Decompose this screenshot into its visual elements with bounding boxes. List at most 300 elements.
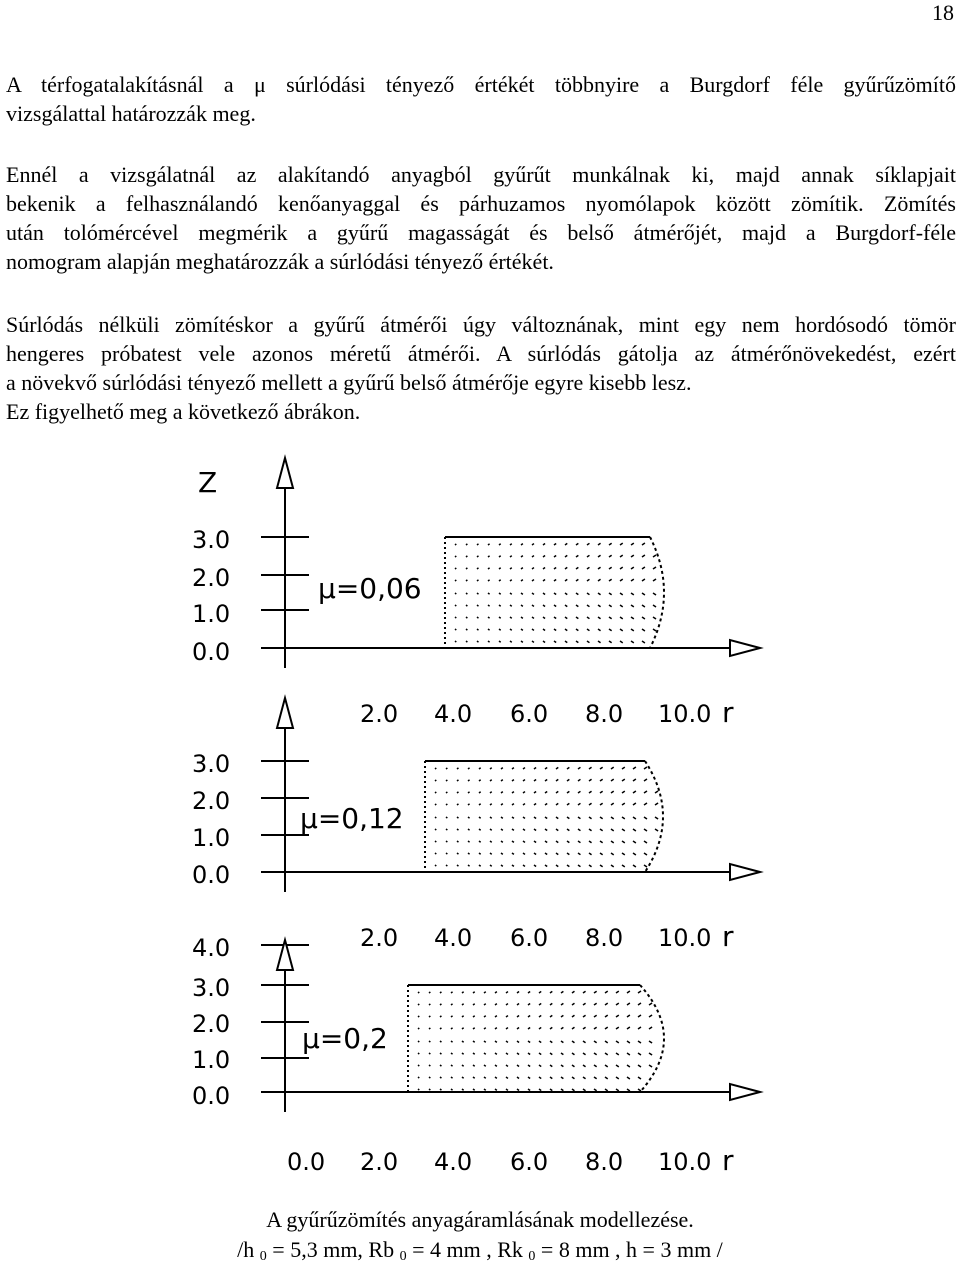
flow-mark xyxy=(429,1089,430,1090)
flow-mark xyxy=(435,865,436,866)
flow-mark xyxy=(653,617,656,619)
flow-mark xyxy=(440,1077,441,1078)
flow-mark xyxy=(631,579,634,581)
flow-mark xyxy=(479,853,481,854)
x-tick-label: 10.0 xyxy=(658,924,712,952)
flow-mark xyxy=(523,804,525,805)
flow-mark xyxy=(655,817,658,819)
flow-mark xyxy=(490,792,492,793)
text-line: Ennél a vizsgálatnál az alakítandó anyagból gyűrűt munkálnak ki, majd annak síklapjait xyxy=(6,162,956,187)
flow-mark xyxy=(495,1028,497,1029)
flow-mark xyxy=(543,568,545,569)
flow-mark xyxy=(532,629,534,630)
flow-mark xyxy=(440,1041,441,1042)
z-axis-arrow xyxy=(277,698,293,728)
flow-mark xyxy=(490,768,492,769)
flow-mark xyxy=(609,579,612,581)
flow-mark xyxy=(587,555,589,557)
flow-mark xyxy=(523,780,525,781)
flow-mark xyxy=(567,791,569,793)
flow-mark xyxy=(418,1053,419,1054)
flow-mark xyxy=(600,817,603,819)
flow-mark xyxy=(545,779,547,781)
flow-mark xyxy=(455,629,456,630)
flow-mark xyxy=(510,641,512,642)
text-line: bekenik a felhasználandó kenőanyaggal és párhuzamos nyomólapok között zömítik. Zömítés xyxy=(6,191,956,216)
flow-mark xyxy=(554,629,556,631)
flow-mark xyxy=(523,768,525,769)
flow-mark xyxy=(576,629,578,631)
flow-mark xyxy=(561,1065,563,1067)
flow-mark xyxy=(510,593,512,594)
flow-mark xyxy=(638,1077,641,1079)
flow-mark xyxy=(598,567,601,569)
flow-mark xyxy=(506,1028,508,1029)
text-line: a növekvő súrlódási tényező mellett a gyűrű belső átmérője egyre kisebb lesz. xyxy=(6,370,692,395)
flow-mark xyxy=(653,605,656,607)
flow-mark xyxy=(446,817,447,818)
flow-mark xyxy=(488,629,490,630)
flow-mark xyxy=(477,617,478,618)
flow-mark xyxy=(490,804,492,805)
flow-mark xyxy=(550,991,552,993)
flow-mark xyxy=(633,865,636,867)
flow-mark xyxy=(622,829,625,831)
flow-mark xyxy=(495,1065,497,1066)
flow-mark xyxy=(462,992,464,993)
flow-mark xyxy=(523,853,525,854)
flow-mark xyxy=(473,1004,475,1005)
outer-bulge-boundary xyxy=(645,761,663,872)
flow-mark xyxy=(418,1065,419,1066)
y-tick-label: 3.0 xyxy=(192,750,231,778)
flow-mark xyxy=(565,617,567,619)
flow-mark xyxy=(534,792,536,793)
flow-mark xyxy=(528,1065,530,1067)
flow-mark xyxy=(510,605,512,606)
flow-mark xyxy=(473,1053,475,1054)
flow-mark xyxy=(418,1028,419,1029)
flow-mark xyxy=(479,768,481,769)
flow-mark xyxy=(565,641,567,643)
flow-mark xyxy=(609,617,612,619)
flow-mark xyxy=(534,817,536,818)
flow-mark xyxy=(528,1041,530,1043)
text-line: vizsgálattal határozzák meg. xyxy=(6,101,256,126)
flow-mark xyxy=(534,841,536,842)
flow-mark xyxy=(583,1065,586,1067)
flow-mark xyxy=(554,543,556,545)
flow-mark xyxy=(567,829,569,831)
flow-mark xyxy=(631,605,634,607)
flow-mark xyxy=(532,617,534,618)
flow-mark xyxy=(506,992,508,993)
flow-mark xyxy=(451,1077,453,1078)
text-line: után tolómércével megmérik a gyűrű magasságát és belső átmérőjét, majd a Burgdorf-féle xyxy=(6,220,956,245)
flow-mark xyxy=(468,865,470,866)
flow-mark xyxy=(528,1053,530,1055)
flow-mark xyxy=(455,641,456,642)
flow-mark xyxy=(473,1089,475,1090)
r-axis-label: r xyxy=(722,920,734,953)
flow-mark xyxy=(468,817,470,818)
flow-mark xyxy=(462,1077,464,1078)
flow-mark xyxy=(622,853,625,855)
flow-mark xyxy=(517,1028,519,1029)
flow-mark xyxy=(473,1077,475,1078)
flow-mark xyxy=(499,605,501,606)
flow-mark xyxy=(457,817,458,818)
flow-mark xyxy=(473,1016,475,1017)
flow-mark xyxy=(479,841,481,842)
flow-mark xyxy=(451,992,453,993)
flow-mark xyxy=(611,841,614,843)
flow-mark xyxy=(435,768,436,769)
flow-mark xyxy=(435,780,436,781)
flow-mark xyxy=(495,1016,497,1017)
flow-mark xyxy=(528,1015,530,1017)
x-tick-label: 8.0 xyxy=(585,924,624,952)
flow-mark xyxy=(528,1077,530,1079)
flow-mark xyxy=(429,1004,430,1005)
flow-mark xyxy=(532,605,534,606)
flow-mark xyxy=(532,580,534,581)
flow-mark xyxy=(484,992,486,993)
caption-rb-value: = 4 mm , Rk xyxy=(412,1237,523,1262)
flow-mark xyxy=(501,804,503,805)
flow-mark xyxy=(620,579,623,581)
y-tick-label: 3.0 xyxy=(192,974,231,1002)
flow-mark xyxy=(488,605,490,606)
flow-mark xyxy=(462,1016,464,1017)
flow-mark xyxy=(605,1077,608,1079)
flow-mark xyxy=(583,1089,586,1091)
flow-mark xyxy=(466,641,467,642)
flow-mark xyxy=(501,768,503,769)
flow-mark xyxy=(468,841,470,842)
flow-mark xyxy=(484,1028,486,1029)
flow-mark xyxy=(567,865,569,867)
flow-mark xyxy=(418,1077,419,1078)
flow-mark xyxy=(567,803,569,805)
flow-mark xyxy=(594,1089,597,1091)
flow-mark xyxy=(605,1053,608,1055)
flow-mark xyxy=(506,1016,508,1017)
flow-mark xyxy=(517,1053,519,1054)
flow-mark xyxy=(631,555,634,557)
caption-h0: /h xyxy=(237,1237,255,1262)
flow-mark xyxy=(455,544,456,545)
flow-mark xyxy=(429,1053,430,1054)
flow-mark xyxy=(631,593,634,595)
flow-mark xyxy=(479,804,481,805)
flow-mark xyxy=(435,804,436,805)
flow-mark xyxy=(578,829,580,831)
flow-mark xyxy=(642,641,645,643)
flow-mark xyxy=(644,853,647,855)
text-line: A térfogatalakításnál a μ súrlódási tényező értékét többnyire a Burgdorf féle gyűrűzömítő xyxy=(6,72,956,97)
flow-mark xyxy=(578,791,580,793)
flow-mark xyxy=(418,1016,419,1017)
flow-mark xyxy=(653,567,656,569)
figure-caption-params xyxy=(0,1236,960,1271)
flow-mark xyxy=(649,1065,652,1067)
flow-mark xyxy=(642,543,645,545)
flow-mark xyxy=(642,629,645,631)
flow-mark xyxy=(609,593,612,595)
flow-mark xyxy=(609,629,612,631)
flow-mark xyxy=(600,865,603,867)
flow-mark xyxy=(545,829,547,831)
flow-mark xyxy=(545,865,547,867)
flow-mark xyxy=(543,556,545,557)
flow-mark xyxy=(550,1089,552,1091)
flow-mark xyxy=(539,1015,541,1017)
flow-mark xyxy=(446,853,447,854)
flow-mark xyxy=(578,767,580,769)
flow-mark xyxy=(429,1077,430,1078)
y-tick-label: 4.0 xyxy=(192,934,231,962)
caption-h0-value: = 5,3 mm, Rb xyxy=(272,1237,395,1262)
flow-mark xyxy=(451,1065,453,1066)
x-tick-label: 10.0 xyxy=(658,1148,712,1176)
flow-mark xyxy=(609,567,612,569)
flow-mark xyxy=(457,841,458,842)
flow-mark xyxy=(477,556,478,557)
flow-mark xyxy=(462,1089,464,1090)
flow-mark xyxy=(594,1015,597,1017)
x-tick-label: 4.0 xyxy=(434,1148,473,1176)
flow-mark xyxy=(451,1016,453,1017)
flow-mark xyxy=(457,865,458,866)
flow-mark xyxy=(587,593,589,595)
flow-mark xyxy=(550,1065,552,1067)
flow-mark xyxy=(451,1028,453,1029)
flow-mark xyxy=(506,1041,508,1042)
flow-mark xyxy=(642,605,645,607)
flow-mark xyxy=(587,617,589,619)
flow-mark xyxy=(490,829,492,830)
flow-mark xyxy=(556,779,558,781)
x-tick-label: 8.0 xyxy=(585,1148,624,1176)
flow-mark xyxy=(451,1041,453,1042)
flow-mark xyxy=(609,641,612,643)
flow-mark xyxy=(583,1053,586,1055)
flow-mark xyxy=(539,1003,541,1005)
flow-mark xyxy=(633,841,636,843)
flow-mark xyxy=(543,641,545,642)
flow-mark xyxy=(457,853,458,854)
flow-mark xyxy=(543,617,545,618)
flow-mark xyxy=(532,544,534,545)
flow-mark xyxy=(429,1041,430,1042)
y-tick-label: 0.0 xyxy=(192,861,231,889)
flow-mark xyxy=(517,1065,519,1066)
flow-mark xyxy=(572,1089,574,1091)
flow-mark xyxy=(462,1053,464,1054)
flow-mark xyxy=(633,779,636,781)
flow-mark xyxy=(616,1015,619,1017)
flow-mark xyxy=(556,829,558,831)
flow-mark xyxy=(488,568,490,569)
flow-mark xyxy=(539,991,541,993)
paragraph-intro xyxy=(6,70,956,128)
flow-mark xyxy=(457,829,458,830)
flow-mark xyxy=(466,605,467,606)
flow-mark xyxy=(598,605,601,607)
flow-mark xyxy=(510,544,512,545)
flow-mark xyxy=(583,1077,586,1079)
flow-mark xyxy=(462,1065,464,1066)
caption-sub: 0 xyxy=(399,1249,407,1264)
flow-mark xyxy=(572,1053,574,1055)
flow-mark xyxy=(631,629,634,631)
flow-mark xyxy=(539,1089,541,1091)
flow-mark xyxy=(457,768,458,769)
flow-mark xyxy=(495,1077,497,1078)
flow-mark xyxy=(627,1015,630,1017)
flow-mark xyxy=(418,1041,419,1042)
flow-mark xyxy=(495,992,497,993)
flow-mark xyxy=(512,804,514,805)
velocity-field xyxy=(455,543,656,643)
r-axis-label: r xyxy=(722,1144,734,1177)
flow-mark xyxy=(550,1003,552,1005)
flow-mark xyxy=(429,1065,430,1066)
flow-mark xyxy=(523,792,525,793)
flow-mark xyxy=(418,1004,419,1005)
flow-mark xyxy=(572,1065,574,1067)
flow-mark xyxy=(446,841,447,842)
flow-mark xyxy=(565,579,567,581)
flow-mark xyxy=(644,767,647,769)
flow-mark xyxy=(644,865,647,867)
flow-mark xyxy=(627,1077,630,1079)
flow-mark xyxy=(587,641,589,643)
flow-mark xyxy=(565,629,567,631)
flow-mark xyxy=(532,593,534,594)
flow-mark xyxy=(506,1053,508,1054)
flow-mark xyxy=(653,555,656,557)
flow-mark xyxy=(561,1003,563,1005)
flow-mark xyxy=(561,1041,563,1043)
flow-mark xyxy=(633,791,636,793)
flow-mark xyxy=(572,1027,574,1029)
flow-mark xyxy=(455,617,456,618)
flow-mark xyxy=(644,817,647,819)
flow-mark xyxy=(466,556,467,557)
flow-mark xyxy=(435,817,436,818)
flow-mark xyxy=(440,1065,441,1066)
flow-mark xyxy=(576,555,578,557)
flow-mark xyxy=(479,792,481,793)
flow-mark xyxy=(466,568,467,569)
flow-mark xyxy=(543,580,545,581)
flow-mark xyxy=(462,1028,464,1029)
flow-mark xyxy=(611,817,614,819)
y-tick-label: 1.0 xyxy=(192,824,231,852)
flow-mark xyxy=(517,1004,519,1005)
flow-mark xyxy=(451,1053,453,1054)
flow-mark xyxy=(550,1027,552,1029)
flow-mark xyxy=(488,593,490,594)
flow-mark xyxy=(532,556,534,557)
flow-mark xyxy=(534,865,536,866)
flow-mark xyxy=(638,991,641,993)
mu-label: μ=0,12 xyxy=(300,802,404,835)
flow-mark xyxy=(600,779,603,781)
flow-mark xyxy=(605,991,608,993)
flow-mark xyxy=(631,567,634,569)
flow-mark xyxy=(627,1053,630,1055)
flow-mark xyxy=(598,543,601,545)
flow-mark xyxy=(521,556,523,557)
flow-mark xyxy=(523,829,525,830)
flow-mark xyxy=(572,1041,574,1043)
flow-mark xyxy=(550,1015,552,1017)
flow-mark xyxy=(633,817,636,819)
caption-rk-value: = 8 mm , h = 3 mm / xyxy=(540,1237,723,1262)
x-tick-label: 2.0 xyxy=(360,924,399,952)
flow-mark xyxy=(477,593,478,594)
flow-mark xyxy=(490,841,492,842)
flow-mark xyxy=(627,991,630,993)
flow-mark xyxy=(649,1015,652,1017)
mu-label: μ=0,06 xyxy=(318,572,422,605)
flow-mark xyxy=(587,629,589,631)
flow-mark xyxy=(567,853,569,855)
flow-mark xyxy=(572,1015,574,1017)
flow-mark xyxy=(627,1065,630,1067)
flow-mark xyxy=(616,1089,619,1091)
flow-mark xyxy=(578,779,580,781)
flow-mark xyxy=(605,1041,608,1043)
flow-mark xyxy=(466,580,467,581)
flow-mark xyxy=(644,829,647,831)
flow-mark xyxy=(587,605,589,607)
flow-mark xyxy=(440,1089,441,1090)
flow-mark xyxy=(435,853,436,854)
flow-mark xyxy=(633,767,636,769)
mu-label: μ=0,2 xyxy=(302,1022,388,1055)
flow-mark xyxy=(616,1065,619,1067)
flow-mark xyxy=(576,593,578,595)
flow-mark xyxy=(594,1041,597,1043)
flow-mark xyxy=(451,1089,453,1090)
flow-mark xyxy=(477,568,478,569)
flow-mark xyxy=(644,841,647,843)
flow-mark xyxy=(587,567,589,569)
flow-mark xyxy=(534,804,536,805)
flow-mark xyxy=(594,1053,597,1055)
flow-mark xyxy=(609,555,612,557)
flow-mark xyxy=(512,780,514,781)
flow-mark xyxy=(521,641,523,642)
x-tick-label: 10.0 xyxy=(658,700,712,728)
flow-mark xyxy=(589,779,592,781)
flow-mark xyxy=(655,803,658,805)
flow-mark xyxy=(616,1041,619,1043)
flow-mark xyxy=(605,1015,608,1017)
flow-mark xyxy=(611,767,614,769)
flow-mark xyxy=(605,1003,608,1005)
flow-mark xyxy=(523,841,525,842)
flow-mark xyxy=(543,605,545,606)
velocity-field xyxy=(418,991,652,1091)
flow-mark xyxy=(510,568,512,569)
flow-mark xyxy=(468,853,470,854)
flow-mark xyxy=(638,1053,641,1055)
